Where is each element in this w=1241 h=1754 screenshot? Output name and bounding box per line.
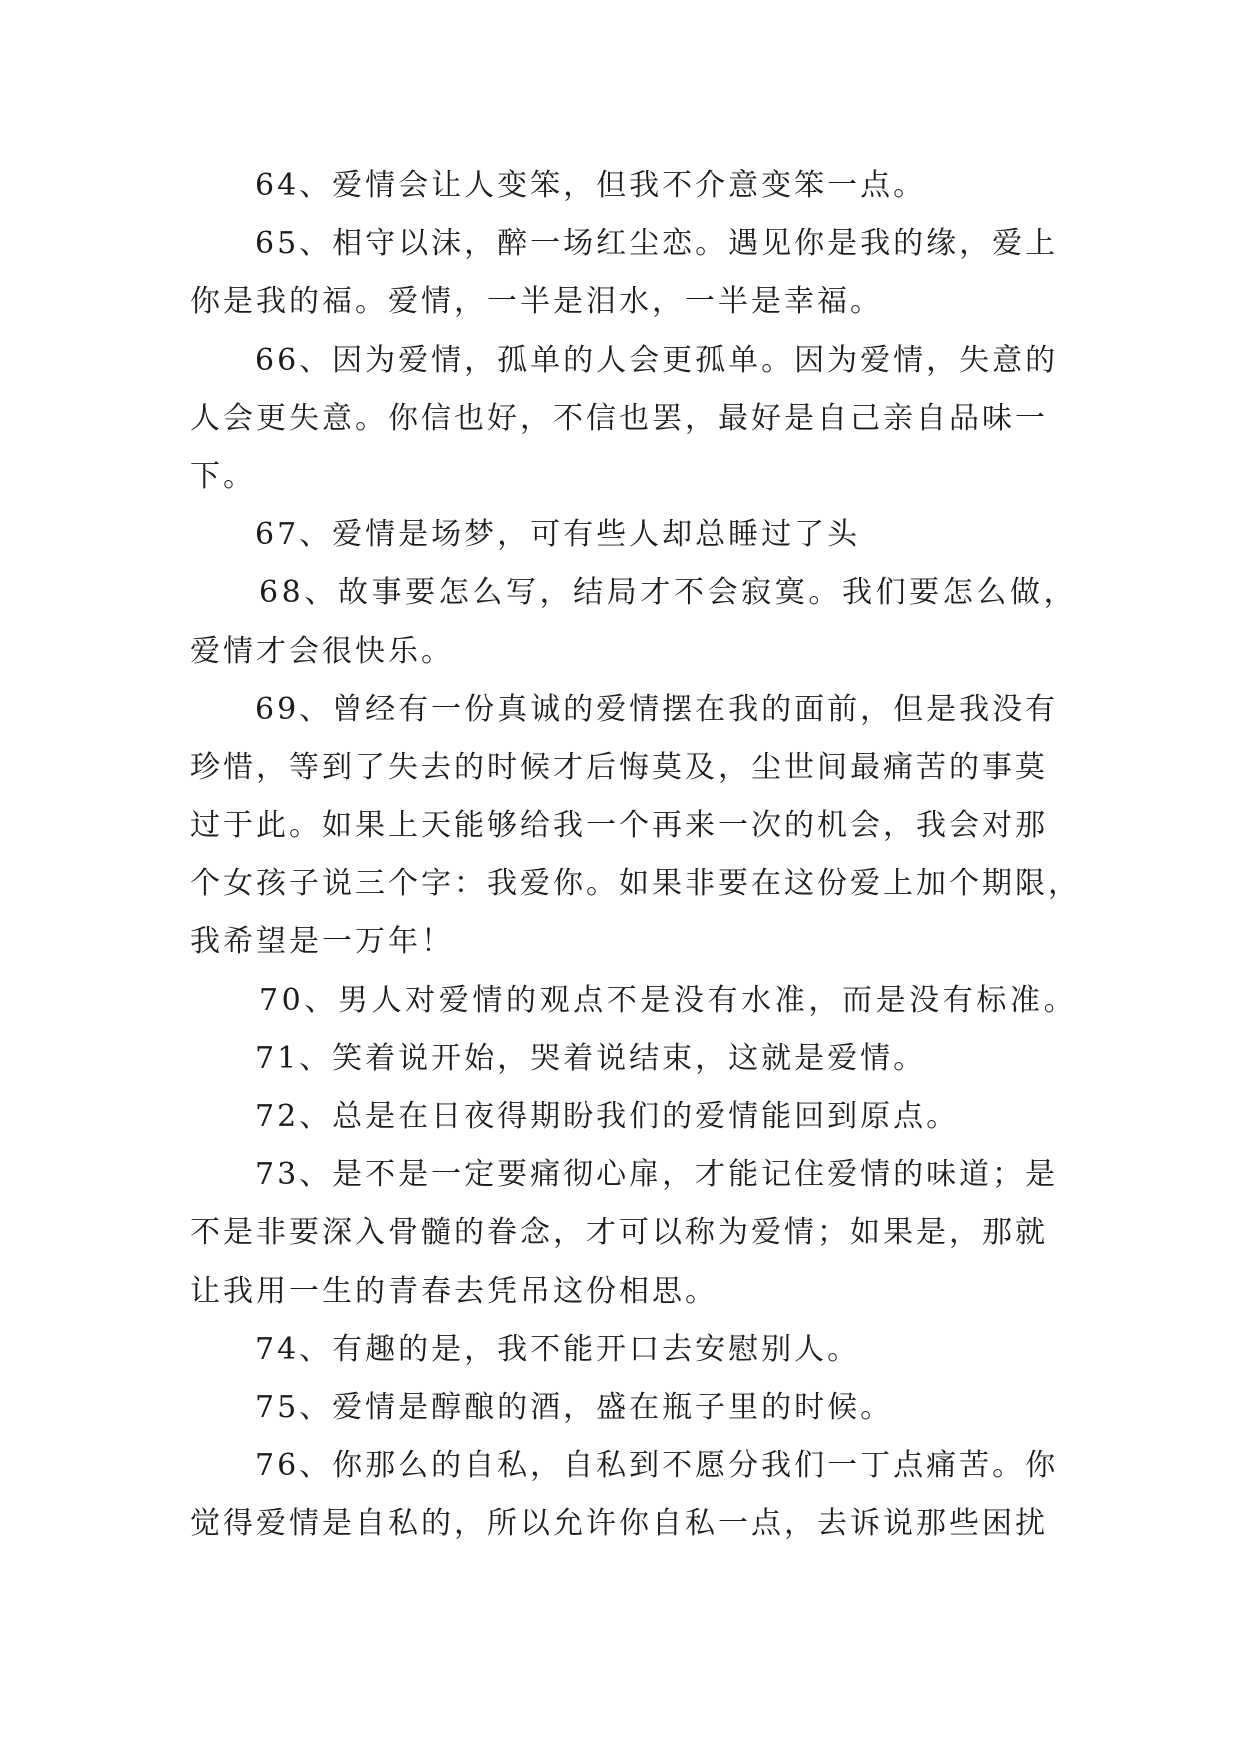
paragraph-67-line-1: 67、爱情是场梦，可有些人却总睡过了头 bbox=[255, 517, 861, 553]
paragraph-65-line-2: 你是我的福。爱情，一半是泪水，一半是幸福。 bbox=[190, 284, 883, 320]
paragraph-71-line-1: 71、笑着说开始，哭着说结束，这就是爱情。 bbox=[255, 1040, 927, 1076]
paragraph-76-line-2: 觉得爱情是自私的，所以允许你自私一点，去诉说那些困扰 bbox=[190, 1506, 1048, 1542]
paragraph-73-line-3: 让我用一生的青春去凭吊这份相思。 bbox=[190, 1273, 718, 1309]
paragraph-69-line-5: 我希望是一万年！ bbox=[190, 924, 454, 960]
paragraph-68 bbox=[190, 564, 1110, 680]
paragraph-69-line-4: 个女孩子说三个字：我爱你。如果非要在这份爱上加个期限， bbox=[190, 866, 1081, 902]
document-body bbox=[190, 157, 1110, 1554]
paragraph-75 bbox=[190, 1379, 1110, 1437]
paragraph-64-line-1: 64、爱情会让人变笨，但我不介意变笨一点。 bbox=[255, 168, 927, 203]
paragraph-64 bbox=[190, 157, 1110, 215]
paragraph-69 bbox=[190, 681, 1110, 972]
paragraph-66-line-2: 人会更失意。你信也好，不信也罢，最好是自己亲自品味一 bbox=[190, 400, 1048, 436]
paragraph-69-line-3: 过于此。如果上天能够给我一个再来一次的机会，我会对那 bbox=[190, 808, 1048, 844]
paragraph-70 bbox=[190, 972, 1110, 1030]
paragraph-71 bbox=[190, 1030, 1110, 1088]
paragraph-70-line-1: 70、男人对爱情的观点不是没有水准，而是没有标准。 bbox=[259, 982, 1078, 1018]
paragraph-75-line-1: 75、爱情是醇酿的酒，盛在瓶子里的时候。 bbox=[255, 1389, 894, 1425]
paragraph-74 bbox=[190, 1321, 1110, 1379]
paragraph-76 bbox=[190, 1437, 1110, 1553]
paragraph-67 bbox=[190, 506, 1110, 564]
paragraph-65 bbox=[190, 215, 1110, 331]
paragraph-73-line-1: 73、是不是一定要痛彻心扉，才能记住爱情的味道；是 bbox=[255, 1157, 1059, 1193]
paragraph-66 bbox=[190, 332, 1110, 507]
paragraph-66-line-1: 66、因为爱情，孤单的人会更孤单。因为爱情，失意的 bbox=[255, 342, 1059, 378]
paragraph-73 bbox=[190, 1146, 1110, 1321]
paragraph-72-line-1: 72、总是在日夜得期盼我们的爱情能回到原点。 bbox=[255, 1099, 960, 1134]
paragraph-66-line-3: 下。 bbox=[190, 458, 256, 494]
paragraph-74-line-1: 74、有趣的是，我不能开口去安慰别人。 bbox=[255, 1331, 861, 1367]
paragraph-72 bbox=[190, 1088, 1110, 1146]
paragraph-68-line-1: 68、故事要怎么写，结局才不会寂寞。我们要怎么做， bbox=[259, 575, 1078, 611]
paragraph-76-line-1: 76、你那么的自私，自私到不愿分我们一丁点痛苦。你 bbox=[255, 1448, 1059, 1484]
paragraph-65-line-1: 65、相守以沫，醉一场红尘恋。遇见你是我的缘，爱上 bbox=[255, 226, 1059, 262]
paragraph-69-line-1: 69、曾经有一份真诚的爱情摆在我的面前，但是我没有 bbox=[255, 691, 1059, 727]
paragraph-68-line-2: 爱情才会很快乐。 bbox=[190, 633, 454, 669]
paragraph-73-line-2: 不是非要深入骨髓的眷念，才可以称为爱情；如果是，那就 bbox=[190, 1215, 1048, 1251]
paragraph-69-line-2: 珍惜，等到了失去的时候才后悔莫及，尘世间最痛苦的事莫 bbox=[190, 749, 1048, 785]
